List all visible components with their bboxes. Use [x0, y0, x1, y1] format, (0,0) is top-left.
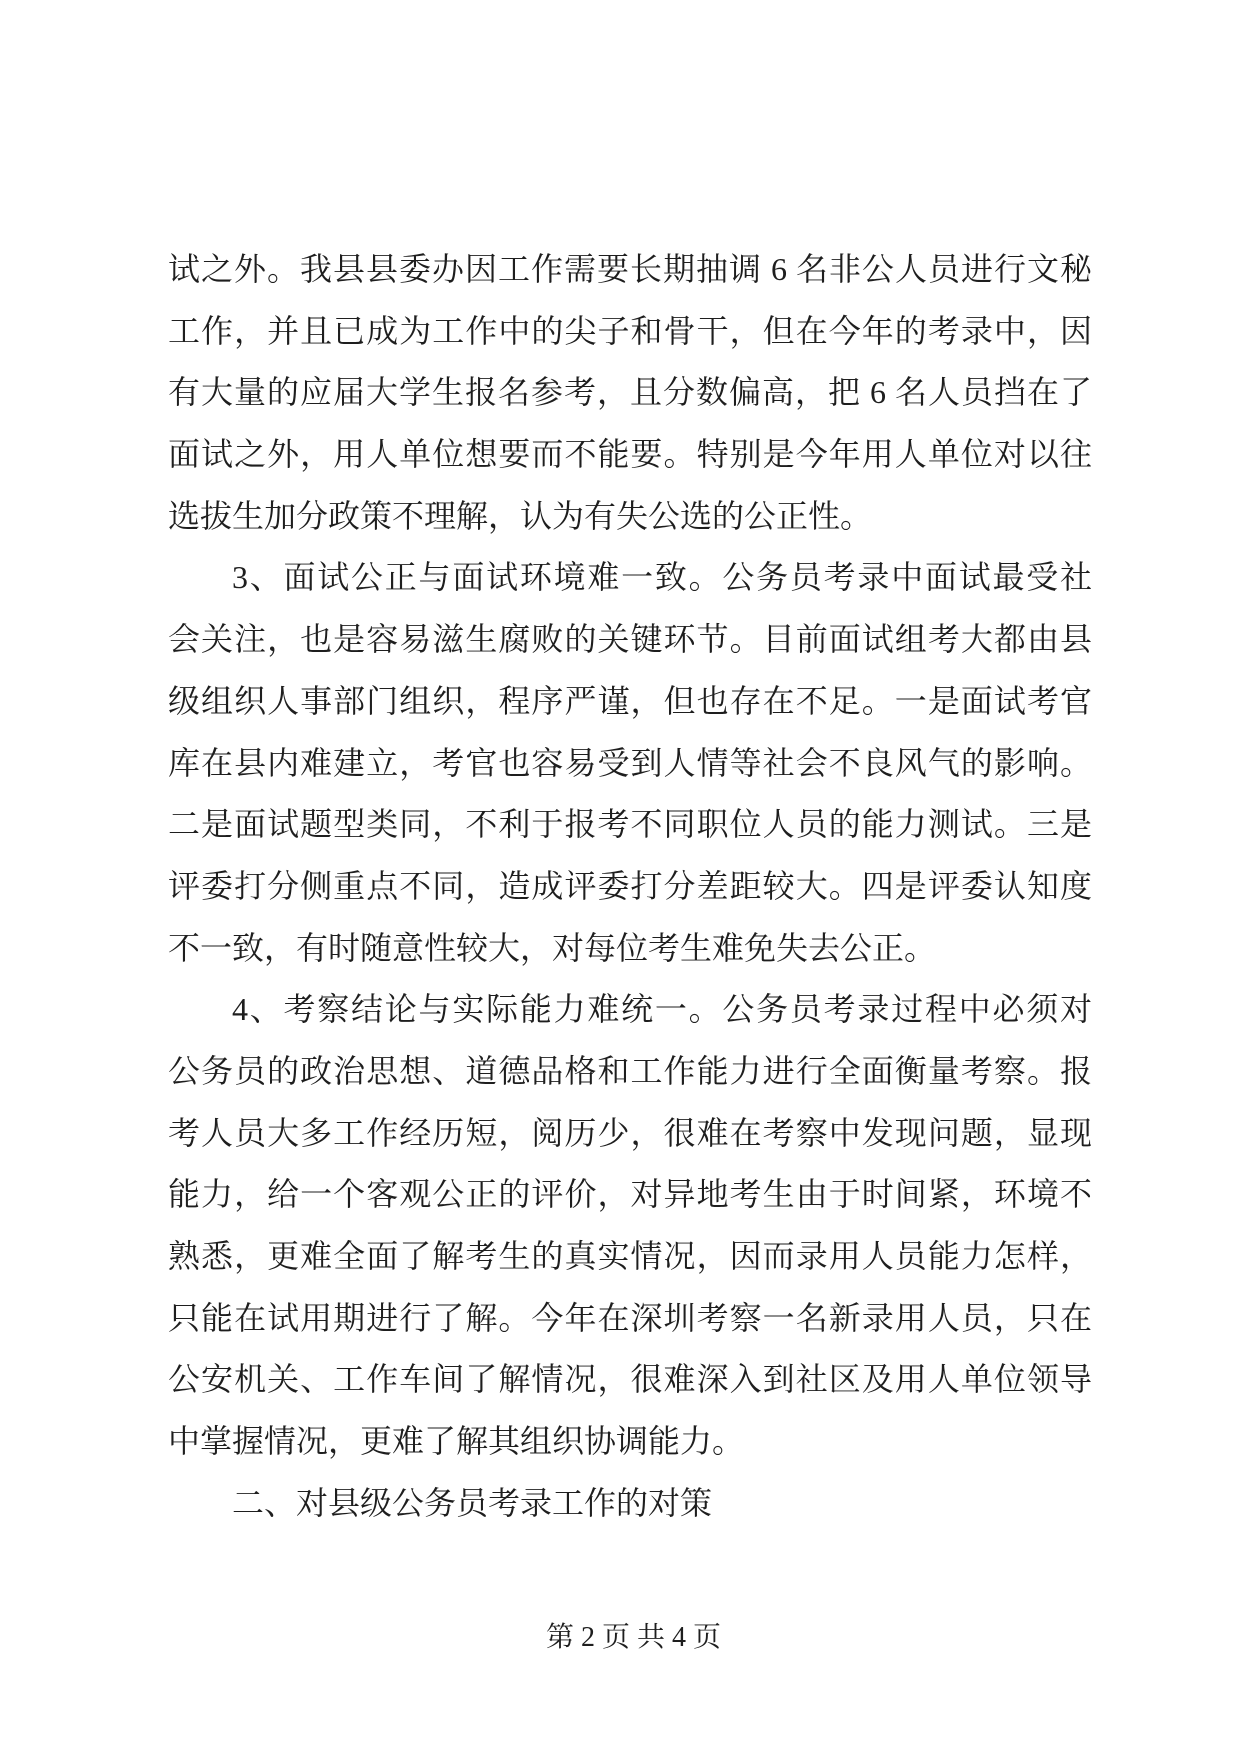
text-line: 面试之外，用人单位想要而不能要。特别是今年用人单位对以往: [168, 436, 1092, 473]
document-body: [168, 239, 1092, 1534]
text-line: 考人员大多工作经历短，阅历少，很难在考察中发现问题，显现: [168, 1114, 1092, 1151]
text-line: 有大量的应届大学生报名参考，且分数偏高，把 6 名人员挡在了: [168, 374, 1092, 411]
text-line: 能力，给一个客观公正的评价，对异地考生由于时间紧，环境不: [168, 1176, 1092, 1213]
text-line: 库在县内难建立，考官也容易受到人情等社会不良风气的影响。: [168, 744, 1092, 781]
text-line: 评委打分侧重点不同，造成评委打分差距较大。四是评委认知度: [168, 867, 1092, 904]
text-line: 会关注，也是容易滋生腐败的关键环节。目前面试组考大都由县: [168, 621, 1092, 658]
page-number-label: 第 2 页 共 4 页: [545, 1622, 721, 1653]
text-line: 公务员的政治思想、道德品格和工作能力进行全面衡量考察。报: [168, 1052, 1092, 1089]
text-line: 二是面试题型类同，不利于报考不同职位人员的能力测试。三是: [168, 806, 1092, 843]
text-line: 熟悉，更难全面了解考生的真实情况，因而录用人员能力怎样，: [168, 1238, 1092, 1274]
text-line: 不一致，有时随意性较大，对每位考生难免失去公正。: [168, 929, 937, 966]
text-line: 试之外。我县县委办因工作需要长期抽调 6 名非公人员进行文秘: [168, 251, 1092, 287]
page-footer: [0, 1620, 1241, 1656]
section-heading: 二、对县级公务员考录工作的对策: [232, 1484, 713, 1521]
text-line: 选拔生加分政策不理解，认为有失公选的公正性。: [168, 497, 873, 534]
text-line: 中掌握情况，更难了解其组织协调能力。: [168, 1423, 745, 1460]
text-line: 工作，并且已成为工作中的尖子和骨干，但在今年的考录中，因: [168, 312, 1092, 349]
text-line: 只能在试用期进行了解。今年在深圳考察一名新录用人员，只在: [168, 1299, 1092, 1336]
text-line: 3、面试公正与面试环境难一致。公务员考录中面试最受社: [232, 559, 1092, 596]
text-line: 公安机关、工作车间了解情况，很难深入到社区及用人单位领导: [168, 1361, 1092, 1398]
text-line: 级组织人事部门组织，程序严谨，但也存在不足。一是面试考官: [168, 682, 1092, 719]
text-line: 4、考察结论与实际能力难统一。公务员考录过程中必须对: [232, 991, 1092, 1028]
